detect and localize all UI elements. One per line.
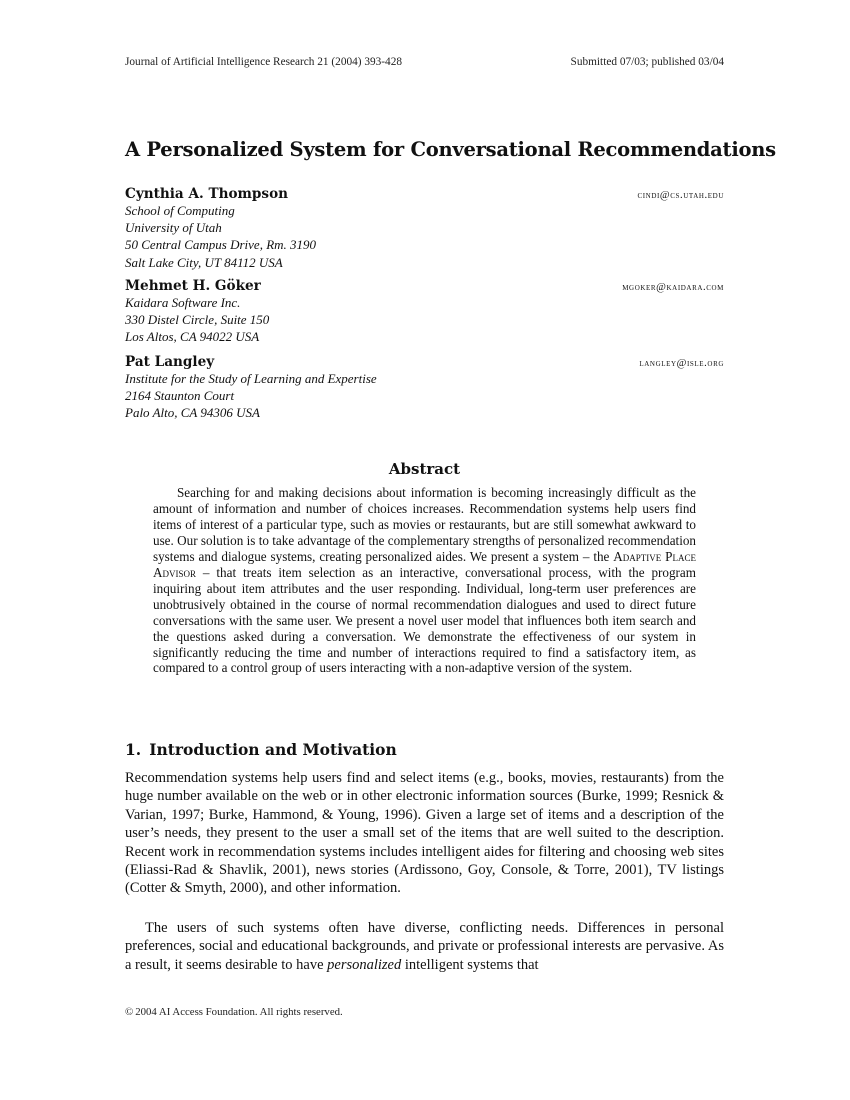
author-name: Mehmet H. Göker bbox=[125, 278, 261, 294]
journal-citation: Journal of Artificial Intelligence Research 21 (2004) 393-428 bbox=[125, 56, 402, 68]
section-heading bbox=[125, 740, 724, 759]
copyright-symbol: © bbox=[125, 1006, 134, 1018]
emphasis-text: personalized bbox=[327, 956, 402, 973]
author-name: Cynthia A. Thompson bbox=[125, 186, 289, 202]
author-block-1 bbox=[125, 186, 724, 271]
intro-paragraph-2 bbox=[125, 919, 724, 974]
intro-paragraph-1: Recommendation systems help users find and select items (e.g., books, movies, restaurants) from the huge number available on the web or in other electronic information sources (Burke, 1999; Resnick & Varian, 1997; Burke, Hammond, & Young, 1996). Given a large set of items and a description of the user’s needs, they present to the user a small set of the items that are well suited to the description. Recent work in recommendation systems includes intelligent aides for filtering and choosing web sites (Eliassi-Rad & Shavlik, 2001), news stories (Ardissono, Goy, Console, & Torre, 2001), TV listings (Cotter & Smyth, 2000), and other information. bbox=[125, 770, 724, 897]
affiliation-line: Institute for the Study of Learning and Expertise bbox=[125, 371, 377, 386]
author-block-2 bbox=[125, 278, 724, 346]
author-block-3 bbox=[125, 354, 724, 422]
submission-dates: Submitted 07/03; published 03/04 bbox=[570, 56, 724, 68]
affiliation-line: School of Computing bbox=[125, 203, 235, 218]
affiliation-line: 330 Distel Circle, Suite 150 bbox=[125, 312, 270, 328]
running-header bbox=[125, 56, 724, 68]
paragraph-text-part: intelligent systems that bbox=[401, 956, 539, 973]
abstract-text-part: Searching for and making decisions about information is becoming increasingly difficult as the amount of information and number of choices increases. Recommendation systems help users find items of interest of a particular type, such as movies or restaurants, but are still somewhat awkward to use. Our solution is to take advantage of the complementary strengths of personalized recommendation systems and dialogue systems, creating personalized aides. We present a system – the bbox=[153, 485, 696, 564]
paragraph-text-part: The users of such systems often have diverse, conflicting needs. Differences in personal preferences, social and educational backgrounds, and private or professional interests are pervasive. As a result, it seems desirable to have bbox=[125, 920, 724, 973]
paper-title: A Personalized System for Conversational Recommendations bbox=[125, 138, 776, 161]
author-email: langley@isle.org bbox=[639, 358, 724, 369]
affiliation-line: Kaidara Software Inc. bbox=[125, 295, 241, 310]
copyright-footer bbox=[125, 1006, 343, 1018]
author-email: cindi@cs.utah.edu bbox=[637, 190, 724, 201]
author-email: mgoker@kaidara.com bbox=[622, 282, 724, 293]
affiliation-line: 2164 Staunton Court bbox=[125, 388, 235, 404]
abstract-text bbox=[153, 485, 696, 676]
abstract-heading: Abstract bbox=[388, 460, 461, 478]
affiliation-line: University of Utah bbox=[125, 220, 222, 236]
section-number: 1. bbox=[125, 740, 142, 759]
paper-page bbox=[125, 0, 776, 1100]
affiliation-line: Palo Alto, CA 94306 USA bbox=[125, 405, 260, 421]
abstract-text-part: – that treats item selection as an interactive, conversational process, with the program inquiring about item attributes and the user responding. Individual, long-term user preferences are unobtrusively obtained in the course of normal recommendation dialogues and used to direct future conversations with the same user. We present a novel user model that influences both item search and the questions asked during a conversation. We demonstrate the effectiveness of our system in significantly reducing the time and number of interactions required to find a satisfactory item, as compared to a control group of users interacting with a non-adaptive version of the system. bbox=[153, 564, 696, 676]
copyright-text: 2004 AI Access Foundation. All rights reserved. bbox=[135, 1006, 343, 1018]
author-name: Pat Langley bbox=[125, 354, 215, 370]
affiliation-line: Los Altos, CA 94022 USA bbox=[125, 329, 260, 345]
affiliation-line: Salt Lake City, UT 84112 USA bbox=[125, 254, 283, 270]
system-name: Adaptive Place Advisor bbox=[153, 548, 696, 580]
section-title: Introduction and Motivation bbox=[149, 740, 397, 759]
affiliation-line: 50 Central Campus Drive, Rm. 3190 bbox=[125, 237, 317, 253]
